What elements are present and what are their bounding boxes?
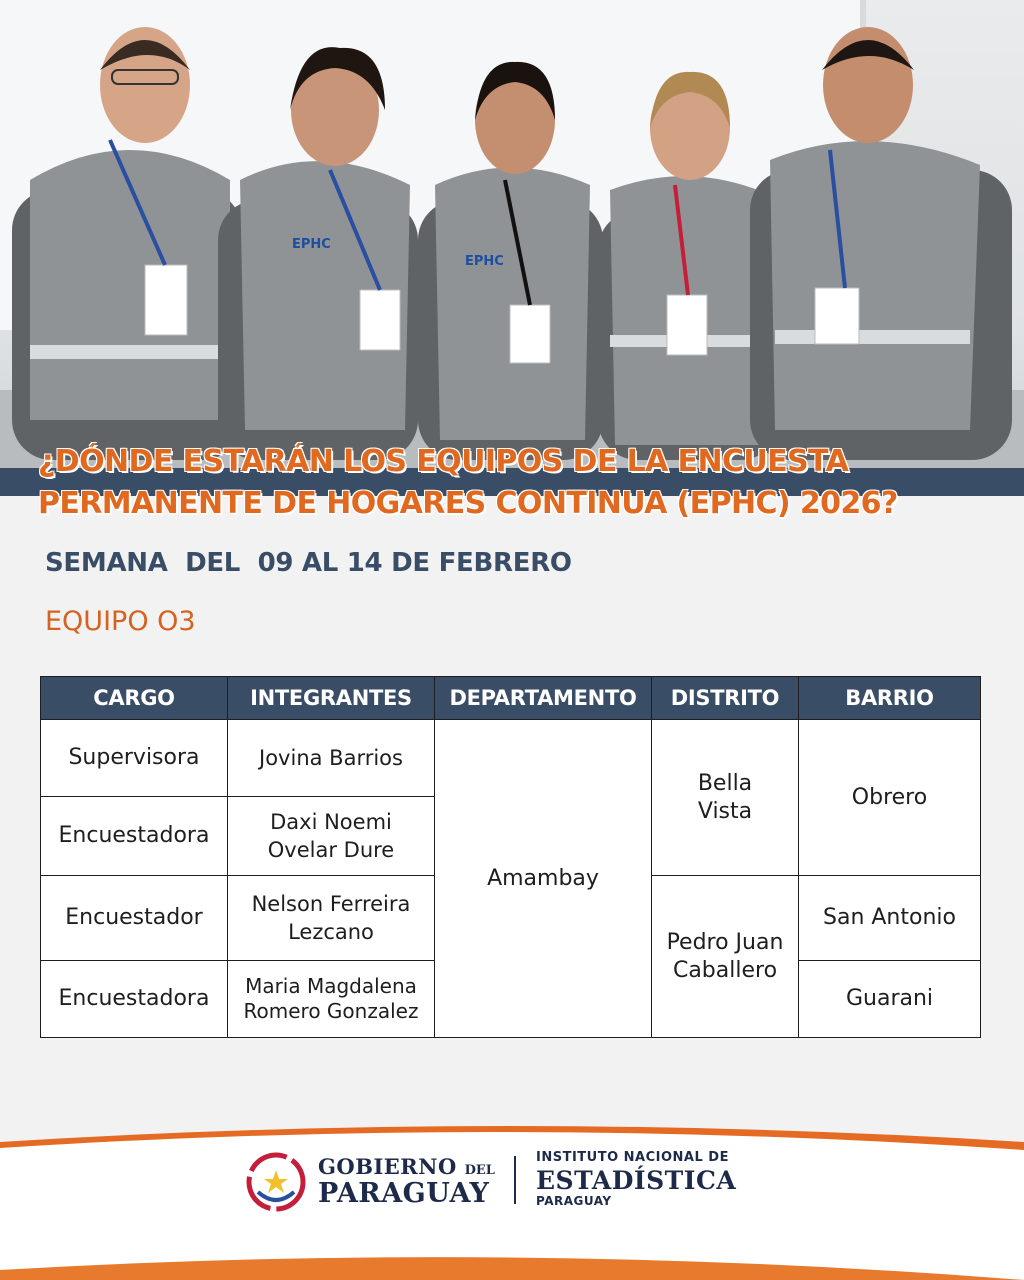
- headline: [38, 441, 1018, 525]
- cargo-cell: Encuestador: [41, 876, 228, 961]
- integrantes-cell: Jovina Barrios: [228, 720, 435, 797]
- headline-line-2: PERMANENTE DE HOGARES CONTINUA (EPHC) 2026?: [38, 486, 898, 521]
- gobierno-line-1: [318, 1154, 495, 1179]
- barrio-cell: Obrero: [799, 720, 981, 876]
- header-cargo: CARGO: [41, 677, 228, 720]
- distrito-cell: Bella Vista: [652, 720, 799, 876]
- cargo-cell: Encuestadora: [41, 961, 228, 1038]
- vest-label: EPHC: [292, 237, 331, 252]
- gobierno-word: GOBIERNO: [318, 1154, 457, 1179]
- footer-logos: [246, 1150, 786, 1216]
- week-label: SEMANA DEL 09 AL 14 DE FEBRERO: [45, 548, 572, 578]
- header-departamento: DEPARTAMENTO: [435, 677, 652, 720]
- paraguay-word: PARAGUAY: [318, 1178, 490, 1209]
- ine-line-1: INSTITUTO NACIONAL DE: [536, 1150, 729, 1165]
- integrantes-cell: Daxi Noemi Ovelar Dure: [228, 797, 435, 876]
- team-photo: [0, 0, 1024, 470]
- header-barrio: BARRIO: [799, 677, 981, 720]
- header-distrito: DISTRITO: [652, 677, 799, 720]
- team-label: EQUIPO O3: [45, 606, 196, 637]
- table-row: [41, 720, 981, 797]
- team-table: [40, 676, 981, 1038]
- del-word: DEL: [464, 1163, 495, 1178]
- barrio-cell: San Antonio: [799, 876, 981, 961]
- table-header-row: [41, 677, 981, 720]
- headline-line-1: ¿DÓNDE ESTARÁN LOS EQUIPOS DE LA ENCUESTA: [38, 444, 849, 479]
- person-5: [750, 27, 1012, 460]
- barrio-cell: Guarani: [799, 961, 981, 1038]
- departamento-cell: Amambay: [435, 720, 652, 1038]
- person-1: [12, 27, 242, 460]
- integrantes-cell: Maria Magdalena Romero Gonzalez: [228, 961, 435, 1038]
- header-integrantes: INTEGRANTES: [228, 677, 435, 720]
- ine-line-2: ESTADÍSTICA: [536, 1166, 737, 1195]
- vest-label: EPHC: [465, 254, 504, 269]
- person-3: [418, 62, 603, 460]
- cargo-cell: Supervisora: [41, 720, 228, 797]
- logo-separator: [514, 1156, 516, 1204]
- team-members-illustration: [0, 0, 1024, 470]
- integrantes-cell: Nelson Ferreira Lezcano: [228, 876, 435, 961]
- ine-line-3: PARAGUAY: [536, 1194, 612, 1208]
- paraguay-coat-of-arms-icon: [246, 1152, 306, 1212]
- cargo-cell: Encuestadora: [41, 797, 228, 876]
- distrito-cell: Pedro Juan Caballero: [652, 876, 799, 1038]
- person-2: [218, 47, 418, 460]
